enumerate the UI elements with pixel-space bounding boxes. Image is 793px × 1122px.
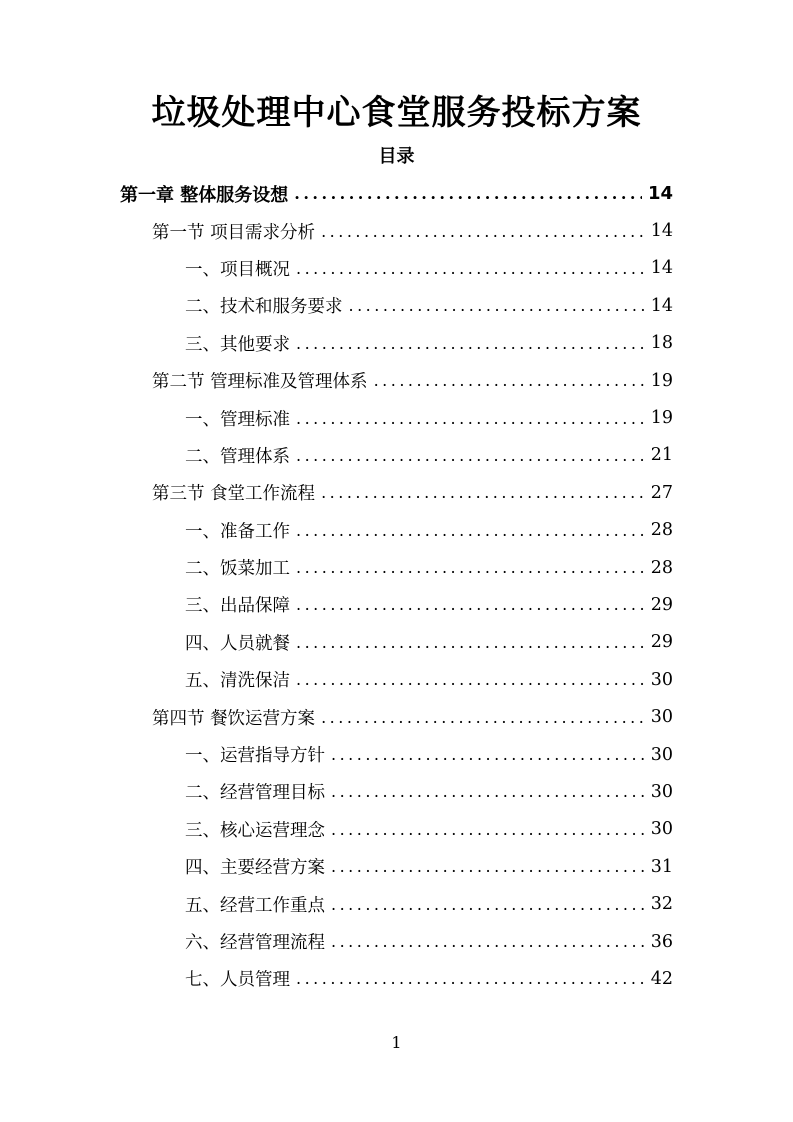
toc-leader-dots: [374, 371, 645, 390]
toc-entry-page: 32: [650, 894, 673, 915]
toc-entry[interactable]: [0, 586, 793, 623]
toc-entry[interactable]: [0, 960, 793, 997]
toc-entry[interactable]: [0, 923, 793, 960]
toc-entry[interactable]: [0, 287, 793, 324]
toc-entry[interactable]: [0, 736, 793, 773]
toc-entry-page: 36: [650, 931, 673, 952]
toc-entry-page: 31: [650, 856, 673, 877]
page-number: 1: [391, 1033, 402, 1052]
toc-leader-dots: [296, 521, 645, 540]
toc-entry-page: 19: [650, 408, 673, 429]
toc-leader-dots: [331, 782, 645, 801]
toc-entry-title: 第一章 整体服务设想: [120, 184, 289, 206]
toc-entry-title: 二、技术和服务要求: [185, 297, 343, 318]
toc-entry-title: 四、主要经营方案: [185, 858, 325, 879]
toc-entry[interactable]: [0, 661, 793, 698]
toc-entry[interactable]: [0, 512, 793, 549]
toc-leader-dots: [321, 483, 645, 502]
toc-entry-title: 一、准备工作: [185, 521, 290, 542]
toc-leader-dots: [321, 708, 645, 727]
toc-leader-dots: [296, 334, 645, 353]
toc-leader-dots: [331, 895, 645, 914]
toc-entry[interactable]: [0, 399, 793, 436]
toc-entry-title: 第一节 项目需求分析: [152, 222, 316, 243]
toc-entry-page: 30: [650, 707, 673, 728]
toc-entry-title: 一、运营指导方针: [185, 746, 325, 767]
toc-entry-page: 18: [650, 333, 673, 354]
toc-heading: 目录: [378, 146, 415, 167]
toc-entry-page: 19: [650, 370, 673, 391]
toc-entry[interactable]: [0, 885, 793, 922]
toc-entry-title: 二、管理体系: [185, 446, 290, 467]
toc-entry-page: 14: [647, 183, 673, 205]
toc-leader-dots: [331, 745, 645, 764]
toc-leader-dots: [294, 184, 642, 203]
toc-leader-dots: [296, 409, 645, 428]
toc-entry-title: 第二节 管理标准及管理体系: [152, 372, 368, 393]
toc-leader-dots: [296, 670, 645, 689]
document-title: 垃圾处理中心食堂服务投标方案: [151, 93, 642, 133]
toc-entry-title: 六、经营管理流程: [185, 933, 325, 953]
toc-entry-title: 三、其他要求: [185, 334, 290, 355]
toc-leader-dots: [296, 446, 645, 465]
toc-entry-title: 一、项目概况: [185, 259, 290, 280]
toc-entry[interactable]: [0, 698, 793, 735]
toc-entry[interactable]: [0, 175, 793, 212]
toc-entry[interactable]: [0, 474, 793, 511]
toc-entry[interactable]: [0, 549, 793, 586]
toc-entry-page: 29: [650, 632, 673, 653]
toc-entry-title: 七、人员管理: [185, 970, 290, 991]
toc-entry-page: 30: [650, 781, 673, 802]
toc-entry-page: 21: [650, 445, 673, 466]
toc-leader-dots: [296, 969, 645, 988]
toc-entry-page: 14: [650, 221, 673, 242]
toc-entry-title: 二、经营管理目标: [185, 783, 325, 804]
toc-entry-page: 30: [650, 744, 673, 765]
toc-entry-title: 四、人员就餐: [185, 633, 290, 654]
toc-entry-title: 三、核心运营理念: [185, 820, 325, 841]
toc-entry-page: 42: [650, 968, 673, 989]
toc-entry[interactable]: [0, 437, 793, 474]
toc-entry-page: 28: [650, 520, 673, 541]
toc-entry[interactable]: [0, 325, 793, 362]
toc-entry[interactable]: [0, 624, 793, 661]
toc-leader-dots: [331, 820, 645, 839]
toc-entry-title: 第三节 食堂工作流程: [152, 484, 316, 505]
toc-entry-title: 二、饭菜加工: [185, 559, 290, 580]
toc-entry[interactable]: [0, 362, 793, 399]
toc-entry-page: 30: [650, 669, 673, 690]
toc-entry[interactable]: [0, 250, 793, 287]
toc-entry[interactable]: [0, 773, 793, 810]
toc-entry-page: 14: [650, 258, 673, 279]
toc-entry[interactable]: [0, 811, 793, 848]
toc-leader-dots: [331, 932, 645, 951]
toc-leader-dots: [331, 857, 645, 876]
toc-entry[interactable]: [0, 848, 793, 885]
toc-leader-dots: [321, 222, 645, 241]
toc-entry-title: 一、管理标准: [185, 409, 290, 430]
toc-entry-page: 30: [650, 819, 673, 840]
toc-entry-page: 29: [650, 594, 673, 615]
toc-leader-dots: [296, 558, 645, 577]
toc-entry-page: 27: [650, 482, 673, 503]
toc-leader-dots: [296, 595, 645, 614]
toc-leader-dots: [349, 296, 645, 315]
toc-leader-dots: [296, 633, 645, 652]
toc-entry-page: 28: [650, 557, 673, 578]
toc-entry-title: 第四节 餐饮运营方案: [152, 708, 316, 729]
toc-entry-title: 五、经营工作重点: [185, 895, 325, 916]
toc-entry[interactable]: [0, 212, 793, 249]
toc-entry-page: 14: [650, 295, 673, 316]
toc-entry-title: 三、出品保障: [185, 596, 290, 617]
toc-leader-dots: [296, 259, 645, 278]
toc-entry-title: 五、清洗保洁: [185, 671, 290, 692]
table-of-contents: [0, 175, 793, 998]
